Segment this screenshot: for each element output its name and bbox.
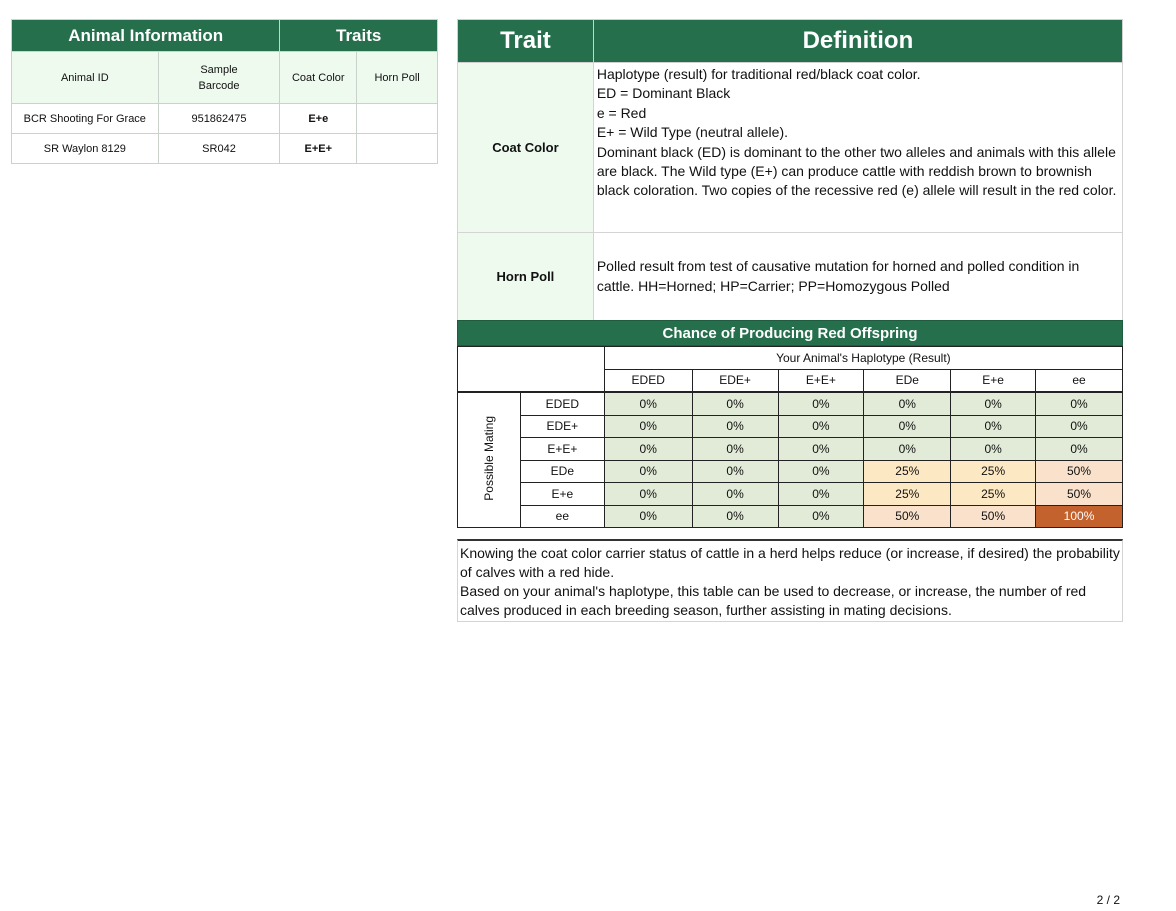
col-header: EDED xyxy=(604,369,692,392)
animal-id-cell: BCR Shooting For Grace xyxy=(12,104,159,134)
chance-cell: 25% xyxy=(951,460,1036,483)
row-header: E+e xyxy=(520,483,604,506)
horn-poll-cell xyxy=(357,134,438,164)
chance-cell: 0% xyxy=(778,483,864,506)
chance-cell: 0% xyxy=(864,438,951,461)
col-header: E+E+ xyxy=(778,369,864,392)
chance-cell: 0% xyxy=(692,505,778,528)
chance-cell: 0% xyxy=(1036,438,1123,461)
red-offspring-table xyxy=(457,346,1123,528)
chance-cell: 25% xyxy=(864,460,951,483)
chance-cell: 50% xyxy=(951,505,1036,528)
page-number: 2 / 2 xyxy=(1096,893,1120,907)
animal-info-table xyxy=(11,19,438,164)
barcode-cell: SR042 xyxy=(158,134,280,164)
table-row xyxy=(12,104,438,134)
chance-cell: 0% xyxy=(778,438,864,461)
chance-cell: 0% xyxy=(778,505,864,528)
chance-cell: 100% xyxy=(1036,505,1123,528)
chance-cell: 50% xyxy=(1036,483,1123,506)
traits-header: Traits xyxy=(280,20,438,52)
chance-cell: 0% xyxy=(604,438,692,461)
coat-color-cell: E+E+ xyxy=(280,134,357,164)
trait-header: Trait xyxy=(458,20,594,63)
definition-header: Definition xyxy=(593,20,1122,63)
chance-cell: 0% xyxy=(951,415,1036,438)
chance-cell: 0% xyxy=(778,460,864,483)
animal-information-header: Animal Information xyxy=(12,20,280,52)
chance-cell: 0% xyxy=(604,505,692,528)
col-header: EDE+ xyxy=(692,369,778,392)
chance-cell: 0% xyxy=(951,392,1036,415)
chance-cell: 0% xyxy=(1036,415,1123,438)
row-header: EDED xyxy=(520,392,604,415)
row-header: E+E+ xyxy=(520,438,604,461)
horn-poll-definition: Polled result from test of causative mutation for horned and polled condition in cattle. HH=Horned; HP=Carrier; PP=Homozygous Polled xyxy=(593,233,1122,321)
red-offspring-section xyxy=(457,320,1123,528)
row-header: ee xyxy=(520,505,604,528)
possible-mating-label: Possible Mating xyxy=(458,392,521,528)
horn-poll-cell xyxy=(357,104,438,134)
table-row xyxy=(12,134,438,164)
chance-cell: 0% xyxy=(1036,392,1123,415)
chance-cell: 0% xyxy=(604,460,692,483)
horn-poll-label: Horn Poll xyxy=(458,233,594,321)
chance-cell: 0% xyxy=(692,415,778,438)
coat-color-label: Coat Color xyxy=(458,63,594,233)
coat-color-definition: Haplotype (result) for traditional red/black coat color. ED = Dominant Black e = Red E+ = Wild Type (neutral allele). Dominant black (ED) is dominant to the other two alleles and animals with this allele are black. The Wild type (E+) can produce cattle with reddish brown to brownish black coloration. Two copies of the recessive red (e) allele will result in the red color. xyxy=(593,63,1122,233)
coat-color-cell: E+e xyxy=(280,104,357,134)
chance-cell: 0% xyxy=(604,415,692,438)
col-header: ee xyxy=(1036,369,1123,392)
col-sample-barcode: Sample Barcode xyxy=(158,52,280,104)
chance-cell: 0% xyxy=(864,392,951,415)
chance-cell: 0% xyxy=(604,392,692,415)
barcode-cell: 951862475 xyxy=(158,104,280,134)
chance-cell: 0% xyxy=(692,438,778,461)
row-header: EDE+ xyxy=(520,415,604,438)
col-coat-color: Coat Color xyxy=(280,52,357,104)
col-header: E+e xyxy=(951,369,1036,392)
chance-cell: 50% xyxy=(1036,460,1123,483)
col-animal-id: Animal ID xyxy=(12,52,159,104)
chance-cell: 25% xyxy=(951,483,1036,506)
chance-cell: 0% xyxy=(778,392,864,415)
col-horn-poll: Horn Poll xyxy=(357,52,438,104)
animal-id-cell: SR Waylon 8129 xyxy=(12,134,159,164)
chance-cell: 0% xyxy=(692,483,778,506)
chance-cell: 50% xyxy=(864,505,951,528)
chance-cell: 0% xyxy=(951,438,1036,461)
red-offspring-note: Knowing the coat color carrier status of cattle in a herd helps reduce (or increase, if desired) the probability of calves with a red hide. Based on your animal's haplotype, this table can be used to decrease, or increase, the number of red calves produced in each breeding season, further assisting in mating decisions. xyxy=(457,539,1123,622)
chance-cell: 0% xyxy=(604,483,692,506)
chance-cell: 0% xyxy=(692,392,778,415)
chance-cell: 0% xyxy=(864,415,951,438)
chance-cell: 25% xyxy=(864,483,951,506)
chance-cell: 0% xyxy=(692,460,778,483)
haplotype-group-header: Your Animal's Haplotype (Result) xyxy=(604,347,1122,370)
trait-definition-table xyxy=(457,19,1123,321)
chance-cell: 0% xyxy=(778,415,864,438)
red-offspring-title: Chance of Producing Red Offspring xyxy=(457,320,1123,346)
col-header: EDe xyxy=(864,369,951,392)
row-header: EDe xyxy=(520,460,604,483)
